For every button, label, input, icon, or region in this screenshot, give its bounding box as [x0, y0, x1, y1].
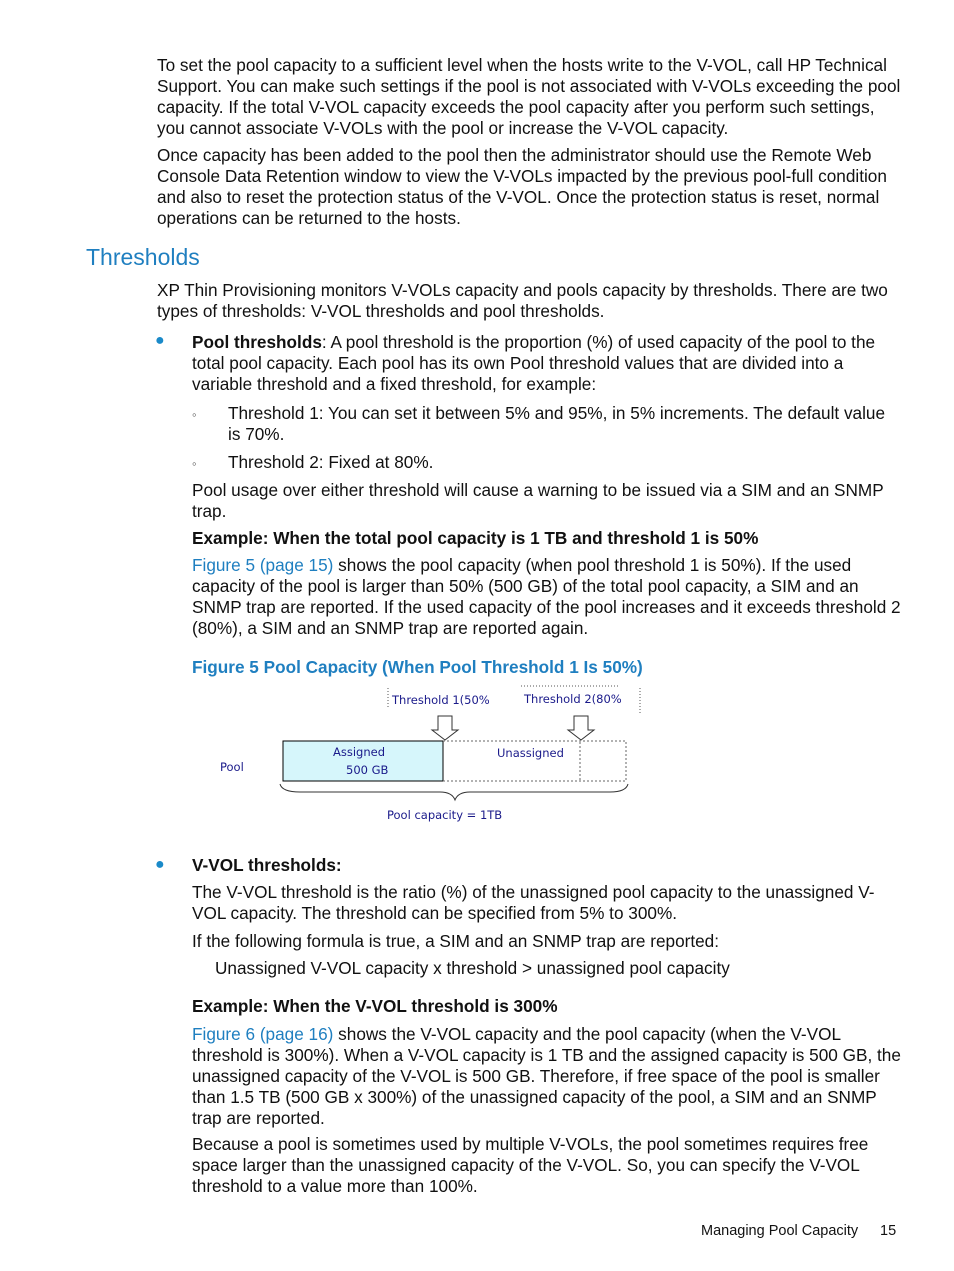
- figure-caption: Figure 5 Pool Capacity (When Pool Threshold 1 Is 50%): [192, 657, 643, 677]
- bullet-icon: ●: [155, 332, 165, 349]
- unassigned-label: Unassigned: [497, 746, 564, 760]
- footer-title: Managing Pool Capacity: [701, 1223, 859, 1239]
- paragraph-figure6-explanation: [192, 1024, 902, 1129]
- bullet-text: : A pool threshold is the proportion (%) of used capacity of the pool to the total pool capacity. Each pool has its own Pool threshold values that are divided into a variable threshold and a fixed threshold, for example:: [192, 332, 876, 394]
- bullet-term: Pool thresholds: [192, 332, 322, 352]
- page-number: 15: [880, 1223, 897, 1239]
- paragraph-thresholds-intro: XP Thin Provisioning monitors V-VOLs capacity and pools capacity by thresholds. There are two types of thresholds: V-VOL thresholds and pool thresholds.: [157, 280, 888, 321]
- example-heading-vvol: Example: When the V-VOL threshold is 300%: [192, 996, 558, 1016]
- example-heading-pool: Example: When the total pool capacity is 1 TB and threshold 1 is 50%: [192, 528, 759, 548]
- threshold-1-arrow-icon: [432, 716, 458, 740]
- paragraph-multiple-vvols: Because a pool is sometimes used by multiple V-VOLs, the pool sometimes requires free space larger than the unassigned capacity of the V-VOL. So, you can specify the V-VOL threshold to a value more than 100%.: [192, 1134, 869, 1196]
- paragraph-pool-capacity-setting: To set the pool capacity to a sufficient level when the hosts write to the V-VOL, call HP Technical Support. You can make such settings if the pool is not associated with V-VOLs exceeding the pool capacity. If the total V-VOL capacity exceeds the pool capacity after you perform such settings, you cannot associate V-VOLs with the pool or increase the V-VOL capacity.: [157, 55, 901, 138]
- sub-bullet-icon: ◦: [192, 456, 197, 471]
- capacity-brace: [280, 784, 628, 800]
- paragraph-figure5-explanation: [192, 555, 902, 639]
- paragraph-figure5-text: shows the pool capacity (when pool threshold 1 is 50%). If the used capacity of the pool is larger than 50% (500 GB) of the total pool capacity, a SIM and an SNMP trap are reported. If the used capacity of the pool increases and it exceeds threshold 2 (80%), a SIM and an SNMP trap are reported again.: [192, 555, 901, 638]
- assigned-label: Assigned: [333, 745, 386, 759]
- paragraph-capacity-added: Once capacity has been added to the pool then the administrator should use the Remote Web Console Data Retention window to view the V-VOLs impacted by the previous pool-full condition and also to reset the protection status of the V-VOL. Once the protection status is reset, normal operations can be returned to the hosts.: [157, 145, 887, 228]
- threshold-1-label: Threshold 1(50%: [392, 693, 490, 707]
- paragraph-figure6-text: shows the V-VOL capacity and the pool capacity (when the V-VOL threshold is 300%). When a V-VOL capacity is 1 TB and the assigned capacity is 500 GB, the unassigned capacity of the V-VOL is 500 GB. Therefore, if free space of the pool is smaller than 1.5 TB (500 GB x 300%) of the unassigned capacity of the pool, a SIM and an SNMP trap are reported.: [192, 1024, 901, 1128]
- bullet-pool-thresholds: [192, 332, 902, 395]
- formula: Unassigned V-VOL capacity x threshold > unassigned pool capacity: [215, 958, 730, 978]
- pool-capacity-label: Pool capacity = 1TB: [387, 808, 503, 822]
- pool-capacity-diagram: [200, 680, 660, 830]
- paragraph-vvol-threshold-ratio: The V-VOL threshold is the ratio (%) of the unassigned pool capacity to the unassigned V-VOL capacity. The threshold can be specified from 5% to 300%.: [192, 882, 875, 923]
- figure-5-link[interactable]: Figure 5 (page 15): [192, 555, 334, 575]
- assigned-size-label: 500 GB: [346, 763, 389, 777]
- pool-label: Pool: [220, 760, 244, 774]
- bullet-vvol-thresholds: V-VOL thresholds:: [192, 855, 342, 875]
- threshold-2-arrow-icon: [568, 716, 594, 740]
- figure-6-link[interactable]: Figure 6 (page 16): [192, 1024, 334, 1044]
- sub-item-threshold-2: Threshold 2: Fixed at 80%.: [228, 452, 434, 472]
- sub-item-threshold-1: Threshold 1: You can set it between 5% and 95%, in 5% increments. The default value is 70%.: [228, 403, 886, 444]
- threshold-2-label: Threshold 2(80%: [524, 692, 622, 706]
- bullet-icon: ●: [155, 856, 165, 873]
- paragraph-formula-intro: If the following formula is true, a SIM and an SNMP trap are reported:: [192, 931, 720, 951]
- sub-bullet-icon: ◦: [192, 407, 197, 422]
- section-title: Thresholds: [86, 244, 200, 270]
- paragraph-pool-usage-warning: Pool usage over either threshold will cause a warning to be issued via a SIM and an SNMP trap.: [192, 480, 884, 521]
